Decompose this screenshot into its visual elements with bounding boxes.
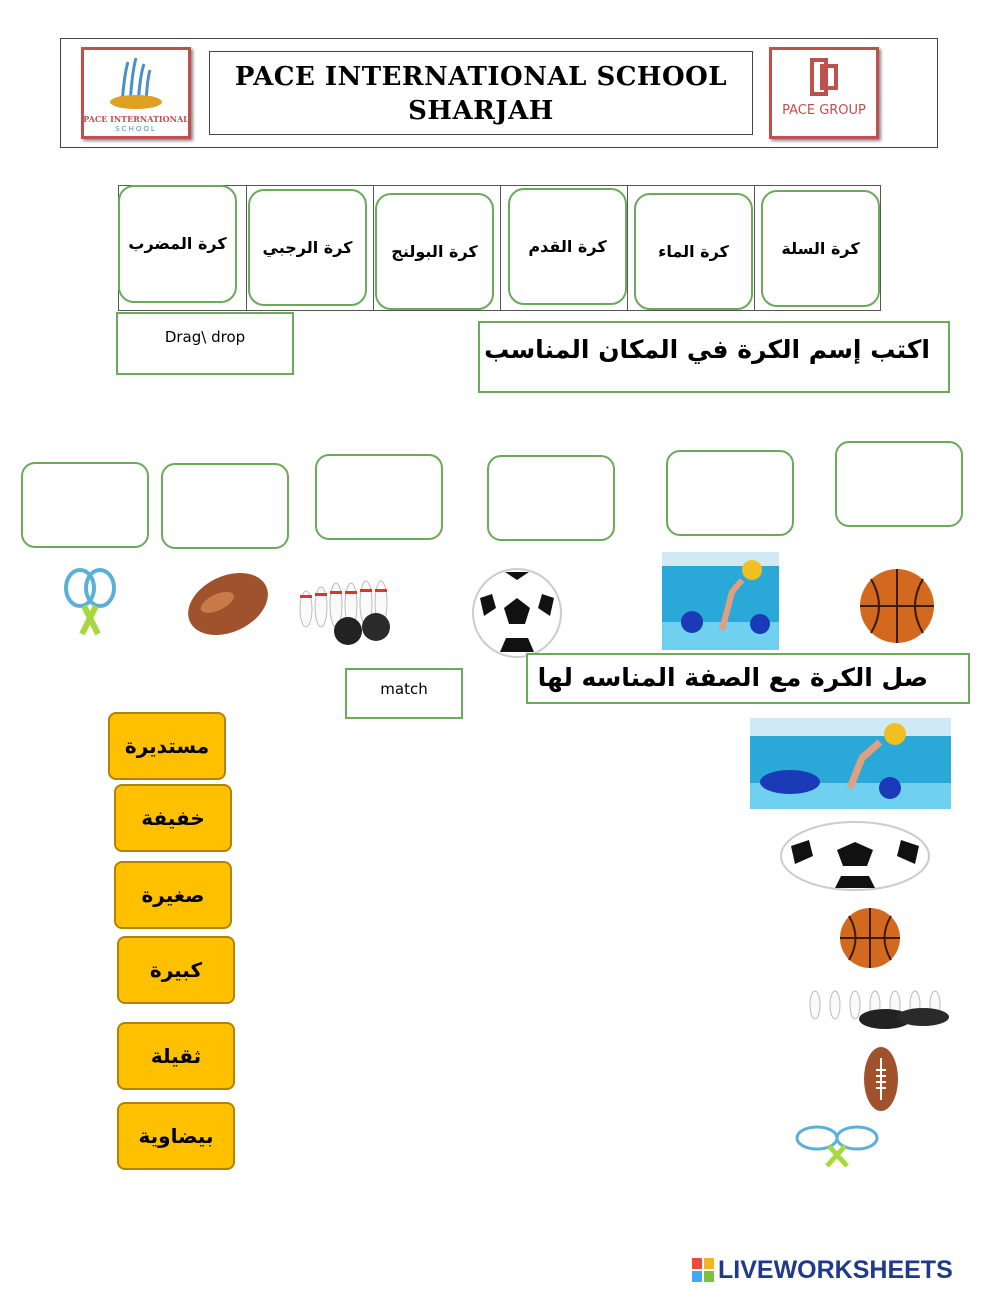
svg-text:PACE GROUP: PACE GROUP: [782, 103, 866, 118]
tennis-rackets-match-icon[interactable]: [795, 1124, 879, 1170]
adjective-round[interactable]: مستديرة: [108, 712, 226, 780]
bowling-pins-icon: [296, 577, 400, 647]
ball-name-tennis[interactable]: كرة المضرب: [118, 185, 237, 303]
school-logo: [81, 47, 191, 139]
tennis-rackets-icon: [60, 568, 120, 638]
ball-name-football[interactable]: كرة القدم: [508, 188, 627, 305]
svg-text:PACE INTERNATIONAL: PACE INTERNATIONAL: [84, 114, 188, 124]
school-title: [209, 51, 753, 135]
soccer-ball-match-icon[interactable]: [779, 820, 931, 892]
liveworksheets-logo-icon: [692, 1258, 714, 1282]
water-polo-match-photo[interactable]: [750, 718, 951, 809]
match-label: match: [345, 668, 463, 719]
adjective-oval[interactable]: بيضاوية: [117, 1102, 235, 1170]
ball-name-waterpolo[interactable]: كرة الماء: [634, 193, 753, 310]
basketball-match-icon[interactable]: [838, 906, 902, 970]
drop-zone-football[interactable]: [487, 455, 615, 541]
school-logo-icon: [84, 50, 188, 136]
drop-zone-bowling[interactable]: [315, 454, 443, 540]
ball-name-rugby[interactable]: كرة الرجبي: [248, 189, 367, 306]
soccer-ball-icon: [470, 568, 564, 658]
instruction-drag-drop: اكتب إسم الكرة في المكان المناسب: [478, 321, 950, 393]
adjective-big[interactable]: كبيرة: [117, 936, 235, 1004]
group-logo: [769, 47, 879, 139]
school-header: [60, 38, 938, 148]
ball-name-bowling[interactable]: كرة البولنج: [375, 193, 494, 310]
water-polo-photo: [662, 552, 779, 650]
rugby-ball-icon: [183, 568, 273, 640]
adjective-light[interactable]: خفيفة: [114, 784, 232, 852]
drag-drop-label: Drag\ drop: [116, 312, 294, 375]
drop-zone-rugby[interactable]: [161, 463, 289, 549]
drop-zone-waterpolo[interactable]: [666, 450, 794, 536]
bowling-pins-match-icon[interactable]: [805, 985, 951, 1031]
liveworksheets-brand: [692, 1256, 992, 1284]
adjective-heavy[interactable]: ثقيلة: [117, 1022, 235, 1090]
drop-zone-basketball[interactable]: [835, 441, 963, 527]
basketball-icon: [857, 567, 937, 645]
liveworksheets-brand-text: LIVEWORKSHEETS: [718, 1255, 953, 1284]
school-title-line1: PACE INTERNATIONAL SCHOOL: [234, 62, 728, 92]
rugby-ball-match-icon[interactable]: [860, 1044, 902, 1114]
instruction-match: صل الكرة مع الصفة المناسه لها: [526, 653, 970, 704]
svg-text:SCHOOL: SCHOOL: [115, 125, 157, 133]
group-logo-icon: [772, 50, 876, 136]
drop-zone-tennis[interactable]: [21, 462, 149, 548]
school-title-line2: SHARJAH: [408, 96, 554, 126]
adjective-small[interactable]: صغيرة: [114, 861, 232, 929]
ball-name-basketball[interactable]: كرة السلة: [761, 190, 880, 307]
